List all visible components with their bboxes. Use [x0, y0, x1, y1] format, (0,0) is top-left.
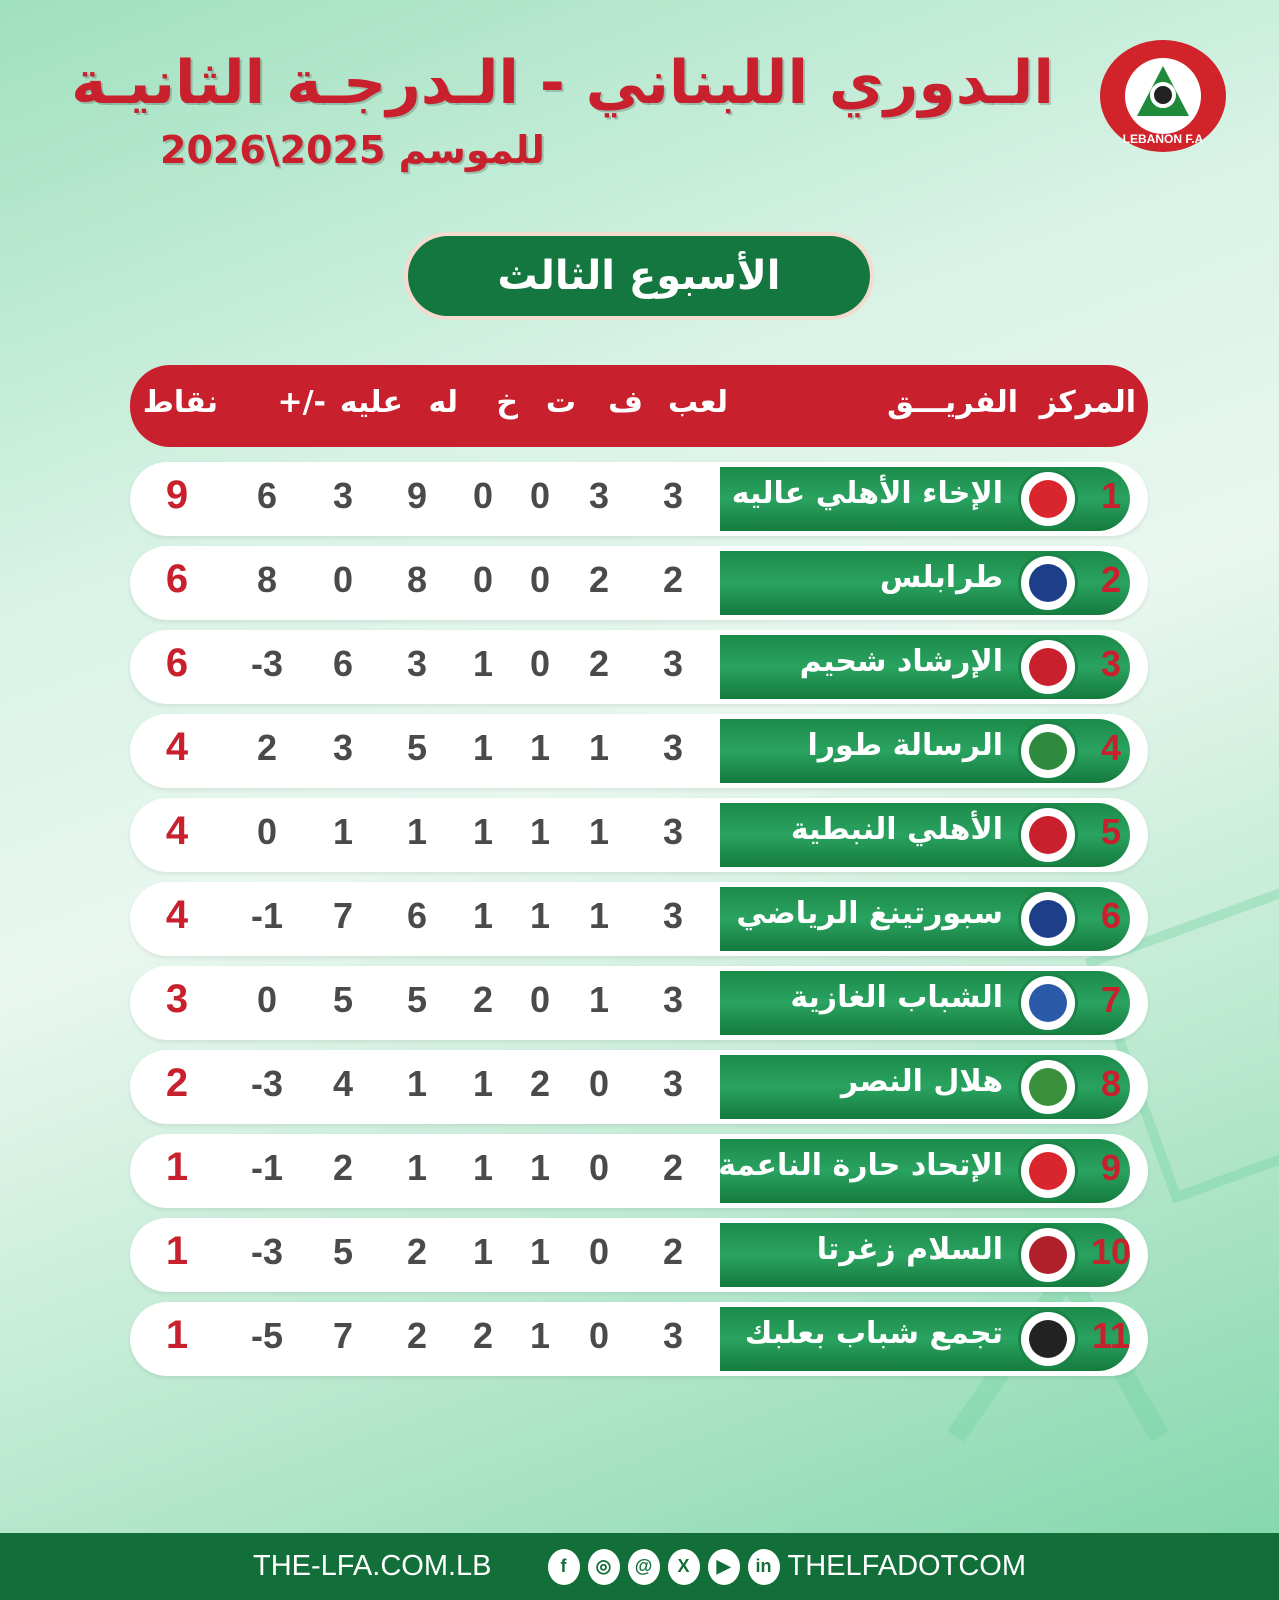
team-name: تجمع شباب بعلبك: [744, 1316, 1003, 1351]
points-cell: 6: [165, 641, 189, 685]
won-cell: 0: [588, 1315, 610, 1356]
table-row: [130, 546, 1148, 620]
points-cell: 1: [165, 1145, 189, 1189]
goals-against-cell: 1: [332, 811, 354, 852]
drawn-cell: 0: [529, 643, 551, 684]
standings-table-body: [130, 462, 1148, 1386]
position-cell: 10: [1090, 1231, 1132, 1272]
points-cell: 4: [165, 809, 189, 853]
played-cell: 3: [662, 1063, 684, 1104]
goals-against-cell: 5: [332, 979, 354, 1020]
goals-against-cell: 2: [332, 1147, 354, 1188]
cedar-ball-emblem-icon: [1125, 58, 1201, 134]
goal-diff-cell: -3: [250, 643, 283, 684]
team-crest-icon: [1018, 721, 1078, 781]
goal-diff-cell: -5: [250, 1315, 283, 1356]
team-crest-icon: [1018, 973, 1078, 1033]
x-icon[interactable]: X: [668, 1549, 700, 1585]
played-cell: 3: [662, 895, 684, 936]
team-crest-icon: [1018, 889, 1078, 949]
position-cell: 6: [1100, 895, 1122, 936]
goals-against-cell: 0: [332, 559, 354, 600]
lost-cell: 0: [472, 475, 494, 516]
played-cell: 2: [662, 1231, 684, 1272]
position-cell: 2: [1100, 559, 1122, 600]
team-crest-icon: [1018, 1225, 1078, 1285]
standings-table-header: [130, 365, 1148, 447]
goals-for-cell: 5: [406, 979, 428, 1020]
header: [0, 0, 1279, 200]
football-icon: [1150, 82, 1176, 108]
won-cell: 2: [588, 643, 610, 684]
won-cell: 1: [588, 727, 610, 768]
social-icons: [548, 1549, 780, 1585]
team-name: الإخاء الأهلي عاليه: [731, 476, 1003, 511]
goal-diff-cell: 8: [256, 559, 278, 600]
points-cell: 3: [165, 977, 189, 1021]
table-row: [130, 1302, 1148, 1376]
played-cell: 2: [662, 559, 684, 600]
points-cell: 1: [165, 1313, 189, 1357]
goal-diff-cell: -1: [250, 895, 283, 936]
goals-against-cell: 7: [332, 895, 354, 936]
lost-cell: 1: [472, 643, 494, 684]
team-name: الشباب الغازية: [790, 980, 1003, 1015]
team-crest-icon: [1018, 805, 1078, 865]
team-name: هلال النصر: [840, 1064, 1003, 1099]
goals-against-cell: 3: [332, 727, 354, 768]
team-crest-icon: [1018, 553, 1078, 613]
column-header-goals-against: عليه: [339, 385, 403, 420]
won-cell: 0: [588, 1147, 610, 1188]
goal-diff-cell: 6: [256, 475, 278, 516]
column-header-points: نقاط: [142, 385, 218, 420]
team-crest-icon: [1018, 637, 1078, 697]
table-row: [130, 1050, 1148, 1124]
goals-for-cell: 9: [406, 475, 428, 516]
drawn-cell: 2: [529, 1063, 551, 1104]
position-cell: 11: [1091, 1315, 1131, 1356]
goals-for-cell: 1: [406, 811, 428, 852]
table-row: [130, 798, 1148, 872]
threads-icon[interactable]: @: [628, 1549, 660, 1585]
instagram-icon[interactable]: ◎: [588, 1549, 620, 1585]
lost-cell: 1: [472, 1063, 494, 1104]
lost-cell: 2: [472, 1315, 494, 1356]
points-cell: 6: [165, 557, 189, 601]
team-crest-icon: [1018, 469, 1078, 529]
goal-diff-cell: 0: [256, 811, 278, 852]
lost-cell: 0: [472, 559, 494, 600]
points-cell: 4: [165, 893, 189, 937]
lost-cell: 1: [472, 1147, 494, 1188]
table-row: [130, 714, 1148, 788]
won-cell: 0: [588, 1231, 610, 1272]
drawn-cell: 1: [529, 1315, 551, 1356]
column-header-drawn: ت: [545, 385, 576, 420]
played-cell: 3: [662, 643, 684, 684]
won-cell: 1: [588, 895, 610, 936]
won-cell: 3: [588, 475, 610, 516]
week-badge: الأسبوع الثالث: [404, 232, 874, 320]
team-name: الرسالة طورا: [807, 728, 1003, 763]
drawn-cell: 0: [529, 559, 551, 600]
position-cell: 3: [1100, 643, 1122, 684]
drawn-cell: 1: [529, 727, 551, 768]
position-cell: 1: [1100, 475, 1122, 516]
position-cell: 8: [1100, 1063, 1122, 1104]
column-header-lost: خ: [496, 385, 518, 420]
column-header-played: لعب: [668, 385, 728, 420]
lebanon-fa-logo: [1100, 40, 1226, 152]
won-cell: 2: [588, 559, 610, 600]
goals-against-cell: 6: [332, 643, 354, 684]
table-row: [130, 1218, 1148, 1292]
points-cell: 9: [165, 473, 189, 517]
played-cell: 3: [662, 979, 684, 1020]
played-cell: 3: [662, 727, 684, 768]
goals-against-cell: 4: [332, 1063, 354, 1104]
position-cell: 9: [1100, 1147, 1122, 1188]
column-header-won: ف: [608, 385, 643, 420]
drawn-cell: 0: [529, 979, 551, 1020]
youtube-icon[interactable]: ▶: [708, 1549, 740, 1585]
linkedin-icon[interactable]: in: [748, 1549, 780, 1585]
team-name: سبورتينغ الرياضي: [736, 896, 1003, 931]
lost-cell: 1: [472, 727, 494, 768]
team-crest-icon: [1018, 1057, 1078, 1117]
team-name: الأهلي النبطية: [790, 812, 1003, 847]
column-header-goal-diff: +/-: [277, 385, 326, 420]
played-cell: 3: [662, 1315, 684, 1356]
position-cell: 5: [1100, 811, 1122, 852]
lost-cell: 1: [472, 811, 494, 852]
goals-for-cell: 3: [406, 643, 428, 684]
table-row: [130, 462, 1148, 536]
drawn-cell: 1: [529, 1231, 551, 1272]
position-cell: 7: [1100, 979, 1122, 1020]
goals-against-cell: 3: [332, 475, 354, 516]
goals-for-cell: 2: [406, 1231, 428, 1272]
facebook-icon[interactable]: f: [548, 1549, 580, 1585]
social-handle[interactable]: THELFADOTCOM: [787, 1550, 1026, 1582]
goal-diff-cell: 2: [256, 727, 278, 768]
season-label: للموسم 2025\2026: [160, 128, 545, 172]
goals-for-cell: 1: [406, 1063, 428, 1104]
goals-against-cell: 7: [332, 1315, 354, 1356]
position-cell: 4: [1100, 727, 1122, 768]
points-cell: 4: [165, 725, 189, 769]
goal-diff-cell: -1: [250, 1147, 283, 1188]
page-title: الـدوري اللبناني - الـدرجـة الثانيـة: [71, 48, 1054, 118]
table-row: [130, 966, 1148, 1040]
goals-for-cell: 6: [406, 895, 428, 936]
website-link[interactable]: THE-LFA.COM.LB: [253, 1550, 492, 1582]
team-name: الإتحاد حارة الناعمة: [718, 1148, 1003, 1183]
team-crest-icon: [1018, 1309, 1078, 1369]
team-crest-icon: [1018, 1141, 1078, 1201]
drawn-cell: 1: [529, 1147, 551, 1188]
won-cell: 1: [588, 979, 610, 1020]
team-name: طرابلس: [879, 560, 1003, 595]
points-cell: 1: [165, 1229, 189, 1273]
table-row: [130, 882, 1148, 956]
goals-for-cell: 1: [406, 1147, 428, 1188]
won-cell: 0: [588, 1063, 610, 1104]
drawn-cell: 0: [529, 475, 551, 516]
team-name: الإرشاد شحيم: [799, 644, 1003, 679]
lost-cell: 1: [472, 1231, 494, 1272]
column-header-goals-for: له: [428, 385, 458, 420]
goals-for-cell: 8: [406, 559, 428, 600]
footer: [0, 1533, 1279, 1600]
played-cell: 3: [662, 475, 684, 516]
goals-for-cell: 2: [406, 1315, 428, 1356]
points-cell: 2: [165, 1061, 189, 1105]
lost-cell: 2: [472, 979, 494, 1020]
played-cell: 2: [662, 1147, 684, 1188]
played-cell: 3: [662, 811, 684, 852]
goal-diff-cell: -3: [250, 1231, 283, 1272]
won-cell: 1: [588, 811, 610, 852]
drawn-cell: 1: [529, 811, 551, 852]
column-header-position: المركز: [1039, 385, 1136, 420]
logo-text: LEBANON F.A: [1122, 132, 1204, 146]
drawn-cell: 1: [529, 895, 551, 936]
team-name: السلام زغرتا: [816, 1232, 1003, 1267]
goal-diff-cell: 0: [256, 979, 278, 1020]
lost-cell: 1: [472, 895, 494, 936]
table-row: [130, 1134, 1148, 1208]
column-header-team: الفريـــق: [887, 385, 1018, 420]
goals-against-cell: 5: [332, 1231, 354, 1272]
goal-diff-cell: -3: [250, 1063, 283, 1104]
table-row: [130, 630, 1148, 704]
goals-for-cell: 5: [406, 727, 428, 768]
